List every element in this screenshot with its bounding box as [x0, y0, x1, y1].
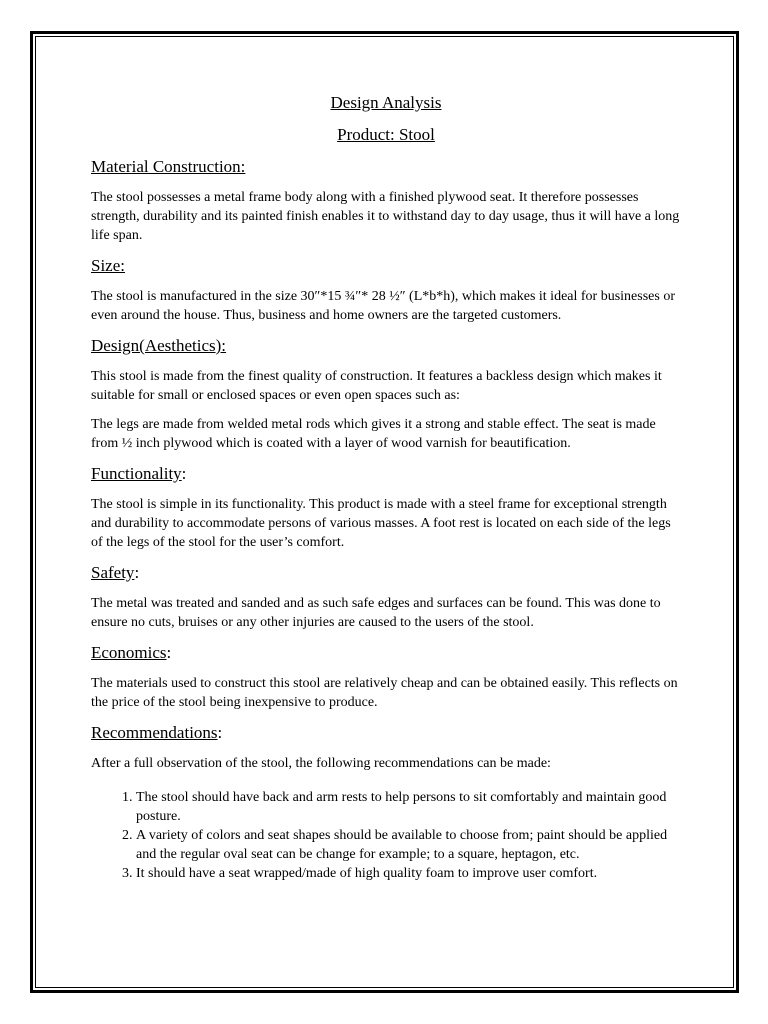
section-heading-colon: : — [181, 464, 187, 483]
list-item: 1. The stool should have back and arm rests to help persons to sit comfortably and maintain good posture. — [136, 788, 681, 826]
section-heading — [91, 335, 681, 357]
section-heading-colon: : — [134, 563, 140, 582]
document-title: Design Analysis — [330, 93, 442, 112]
section-paragraph: This stool is made from the finest quality of construction. It features a backless design which makes it suitable for small or enclosed spaces or even open spaces such as: — [91, 369, 662, 403]
section-heading — [91, 562, 681, 584]
section-heading-colon: : — [217, 723, 223, 742]
section-paragraph: The stool is manufactured in the size 30″*15 ¾″* 28 ½″ (L*b*h), which makes it ideal for businesses or even around the house. Thus, business and home owners are the targeted customers. — [91, 289, 675, 323]
list-item: 2. A variety of colors and seat shapes should be available to choose from; paint should be applied and the regular oval seat can be change for example; to a square, heptagon, etc. — [136, 826, 681, 864]
recommendations-list — [91, 788, 681, 883]
section-size — [91, 255, 681, 325]
section-heading — [91, 156, 681, 178]
section-heading — [91, 722, 681, 744]
section-heading-text: Economics — [91, 643, 167, 662]
section-heading-text: Design(Aesthetics): — [91, 336, 227, 355]
section-heading-text: Material Construction: — [91, 157, 246, 176]
section-heading-text: Recommendations — [91, 723, 218, 742]
section-paragraph: The legs are made from welded metal rods which gives it a strong and stable effect. The seat is made from ½ inch plywood which is coated with a layer of wood varnish for beautification. — [91, 417, 656, 451]
section-design-aesthetics — [91, 335, 681, 453]
section-paragraph: The stool is simple in its functionality. This product is made with a steel frame for exceptional strength and durability to accommodate persons of various masses. A foot rest is located on each side of the legs of the legs of the stool for the user’s comfort. — [91, 497, 671, 550]
list-item: 3. It should have a seat wrapped/made of high quality foam to improve user comfort. — [136, 864, 681, 883]
section-heading-colon: : — [166, 643, 172, 662]
document-body — [91, 92, 681, 883]
section-heading — [91, 642, 681, 664]
section-material-construction — [91, 156, 681, 245]
section-heading — [91, 255, 681, 277]
section-paragraph: The materials used to construct this stool are relatively cheap and can be obtained easily. This reflects on the price of the stool being inexpensive to produce. — [91, 676, 678, 710]
section-functionality — [91, 463, 681, 552]
section-heading-text: Size: — [91, 256, 125, 275]
section-heading-text: Functionality — [91, 464, 182, 483]
recommendations-intro: After a full observation of the stool, the following recommendations can be made: — [91, 756, 551, 771]
document-subtitle: Product: Stool — [337, 125, 435, 144]
section-recommendations — [91, 722, 681, 883]
section-paragraph: The stool possesses a metal frame body along with a finished plywood seat. It therefore possesses strength, durability and its painted finish enables it to withstand day to day usage, thus it will have a long life span. — [91, 190, 680, 243]
section-economics — [91, 642, 681, 712]
section-safety — [91, 562, 681, 632]
section-heading-text: Safety — [91, 563, 135, 582]
section-heading — [91, 463, 681, 485]
section-paragraph: The metal was treated and sanded and as such safe edges and surfaces can be found. This was done to ensure no cuts, bruises or any other injuries are caused to the users of the stool. — [91, 596, 661, 630]
